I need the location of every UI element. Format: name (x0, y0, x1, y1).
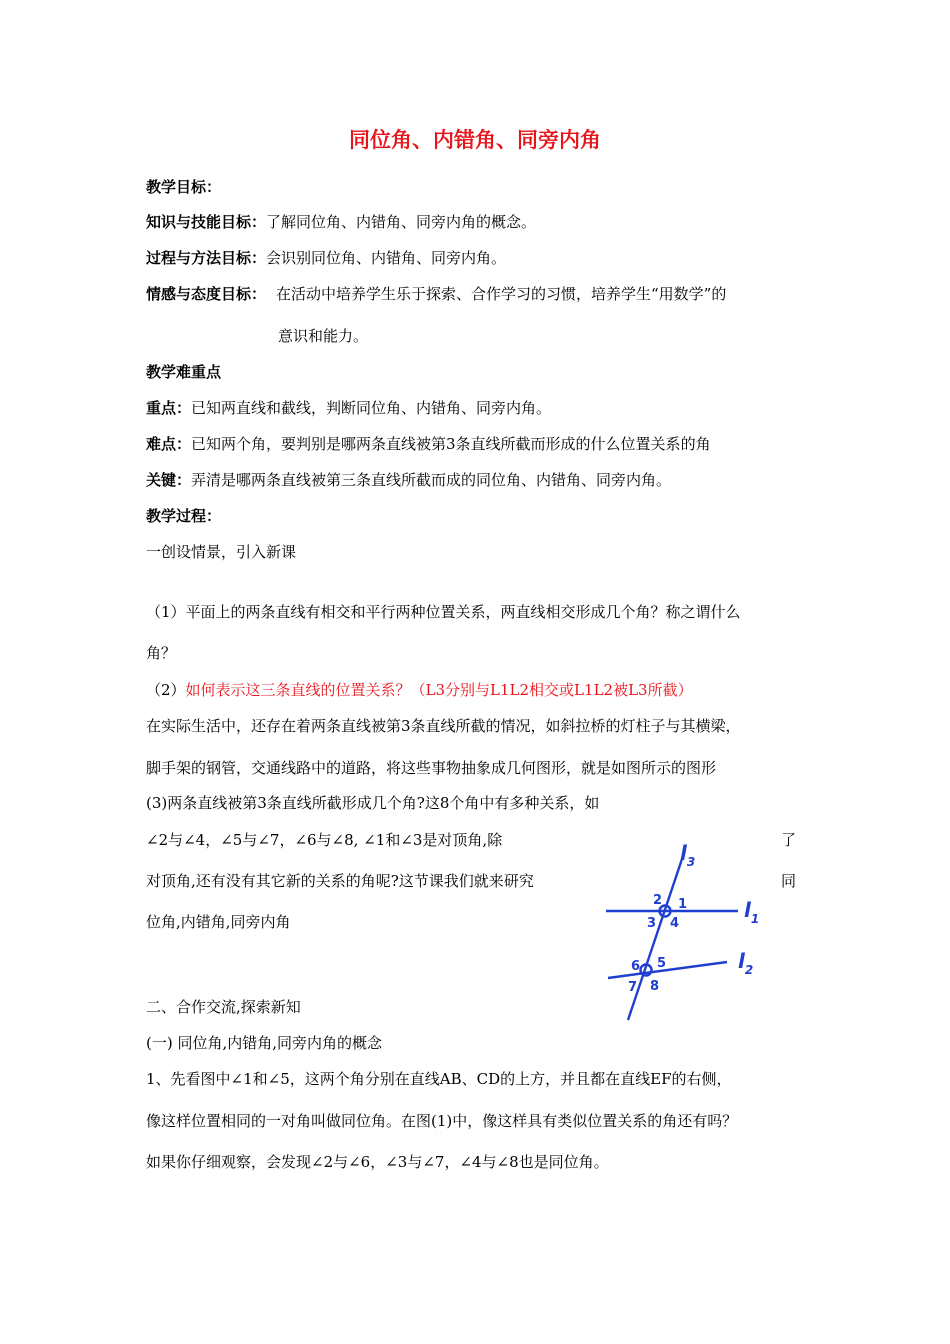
angle-label-8: 8 (650, 979, 660, 994)
angle-label-2: 2 (653, 893, 663, 908)
process-objective (146, 247, 506, 269)
angle-label-4: 4 (670, 916, 680, 931)
angle-label-3: 3 (647, 916, 657, 931)
question-2-text: 如何表示这三条直线的位置关系？（L3分别与L1L2相交或L1L2被L3所截） (185, 681, 693, 699)
label-l2: $l_2$ (738, 949, 754, 977)
section-1-title: 一创设情景，引入新课 (146, 543, 297, 561)
angle-label-5: 5 (657, 956, 667, 971)
process-label: 过程与方法目标： (146, 249, 267, 267)
objectives-heading: 教学目标： (146, 178, 222, 196)
key-text: 弄清是哪两条直线被第三条直线所截而成的同位角、内错角、同旁内角。 (191, 471, 672, 489)
question-3-line-3-end: 同 (781, 872, 797, 890)
key-points-heading: 教学难重点 (146, 363, 222, 381)
focus-text: 已知两直线和截线，判断同位角、内错角、同旁内角。 (191, 399, 552, 417)
question-3-line-4: 位角,内错角,同旁内角 (146, 913, 291, 931)
question-2-number: （2） (146, 681, 186, 699)
question-3-line-3: 对顶角,还有没有其它新的关系的角呢?这节课我们就来研究 (146, 872, 534, 890)
process-heading: 教学过程： (146, 507, 222, 525)
paragraph-1-line-2: 脚手架的钢管，交通线路中的道路，将这些事物抽象成几何图形，就是如图所示的图形 (146, 759, 717, 777)
attitude-text: 在活动中培养学生乐于探索、合作学习的习惯，培养学生“用数学”的 (276, 285, 727, 303)
paragraph-2-line-3: 如果你仔细观察，会发现∠2与∠6，∠3与∠7，∠4与∠8也是同位角。 (146, 1153, 609, 1171)
attitude-text-cont: 意识和能力。 (278, 327, 369, 345)
question-3-line-1: (3)两条直线被第3条直线所截形成几个角?这8个角中有多种关系，如 (146, 794, 600, 812)
difficulty-text: 已知两个角，要判别是哪两条直线被第3条直线所截而形成的什么位置关系的角 (191, 435, 711, 453)
knowledge-text: 了解同位角、内错角、同旁内角的概念。 (266, 213, 537, 231)
difficulty-label: 难点： (146, 435, 192, 453)
question-3-line-2: ∠2与∠4，∠5与∠7，∠6与∠8, ∠1和∠3是对顶角,除 (146, 831, 503, 849)
label-l1: $l_1$ (744, 898, 760, 926)
label-l3: $l_3$ (680, 841, 696, 869)
difficulty-line (146, 433, 711, 455)
paragraph-2-line-2: 像这样位置相同的一对角叫做同位角。在图(1)中，像这样具有类似位置关系的角还有吗？ (146, 1112, 738, 1130)
question-3-line-2-end: 了 (781, 831, 797, 849)
question-1-line-1: （1）平面上的两条直线有相交和平行两种位置关系，两直线相交形成几个角？称之谓什么 (146, 603, 741, 621)
question-2 (146, 679, 693, 701)
process-text: 会识别同位角、内错角、同旁内角。 (266, 249, 507, 267)
question-1-line-2: 角？ (146, 644, 177, 662)
attitude-label: 情感与态度目标： (146, 285, 267, 303)
angle-label-6: 6 (631, 959, 641, 974)
paragraph-1-line-1: 在实际生活中，还存在着两条直线被第3条直线所截的情况，如斜拉桥的灯柱子与其横梁， (146, 717, 741, 735)
section-2-title: 二、合作交流,探索新知 (146, 998, 301, 1016)
key-line (146, 469, 671, 491)
page-title: 同位角、内错角、同旁内角 (349, 128, 601, 152)
key-label: 关键： (146, 471, 192, 489)
knowledge-label: 知识与技能目标： (146, 213, 267, 231)
angle-label-1: 1 (678, 897, 688, 912)
angle-label-7: 7 (628, 980, 638, 995)
focus-label: 重点： (146, 399, 192, 417)
line-l2 (608, 962, 727, 978)
paragraph-2-line-1: 1、先看图中∠1和∠5，这两个角分别在直线AB、CD的上方，并且都在直线EF的右侧， (146, 1070, 732, 1088)
subsection-1-title: (一) 同位角,内错角,同旁内角的概念 (146, 1034, 383, 1052)
attitude-objective (146, 283, 726, 305)
transversal-figure (600, 838, 790, 1024)
focus-line (146, 397, 551, 419)
knowledge-objective (146, 211, 536, 233)
